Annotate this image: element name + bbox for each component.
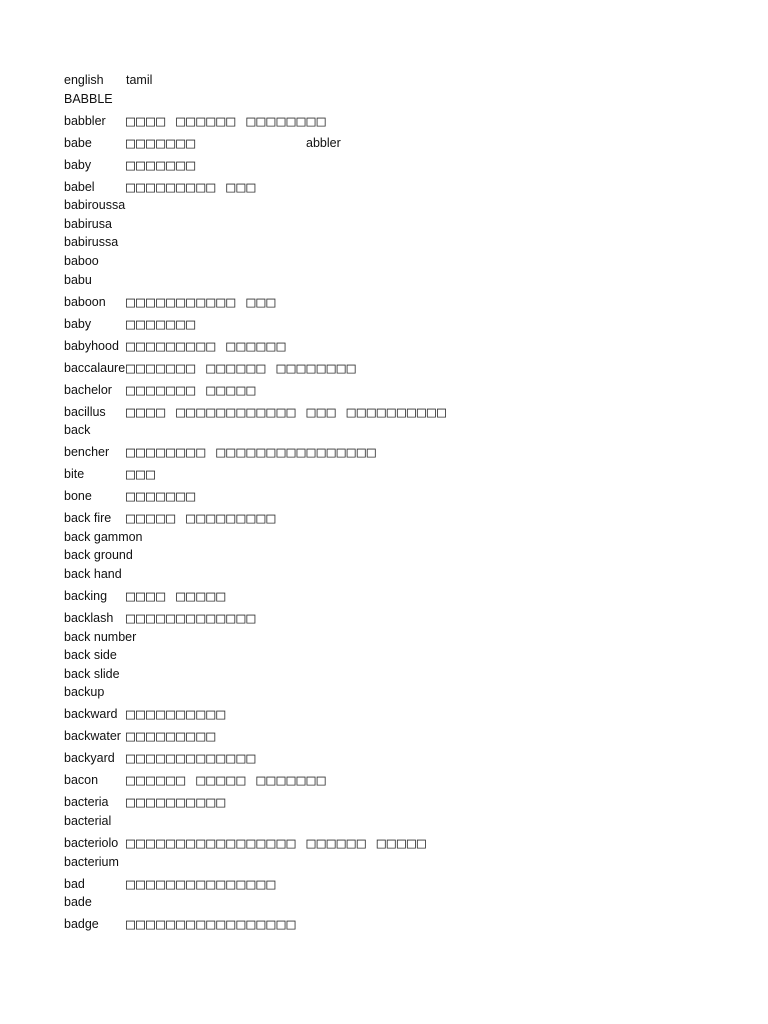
tamil-translation: □□□□□ □□□□□□□□□ bbox=[126, 509, 277, 528]
table-row bbox=[64, 89, 724, 108]
english-word: backwater bbox=[64, 729, 121, 744]
tamil-translation: □□□□□□□□□□□ □□□ bbox=[126, 292, 277, 311]
english-word: bad bbox=[64, 876, 85, 891]
tamil-translation: □□□□□□ □□□□□ □□□□□□□ bbox=[126, 771, 327, 790]
table-row bbox=[64, 830, 724, 852]
tamil-translation: □□□□□□□ bbox=[126, 155, 197, 174]
tamil-translation: □□□□□□□ bbox=[126, 314, 197, 333]
table-row bbox=[64, 421, 724, 440]
table-row bbox=[64, 174, 724, 196]
english-word: backlash bbox=[64, 610, 114, 625]
table-row bbox=[64, 108, 724, 130]
tamil-translation: □□□□□□□□□□□□□ bbox=[126, 608, 257, 627]
english-word: babirusa bbox=[64, 216, 112, 231]
table-row bbox=[64, 811, 724, 830]
table-row bbox=[64, 377, 724, 399]
tamil-translation: □□□□□□□□□□□□□ bbox=[126, 749, 257, 768]
english-word: bacterial bbox=[64, 813, 112, 828]
header-english: english bbox=[64, 73, 104, 87]
english-word: backward bbox=[64, 707, 118, 722]
table-row bbox=[64, 646, 724, 665]
table-row bbox=[64, 439, 724, 461]
english-word: baby bbox=[64, 316, 92, 331]
english-word: badge bbox=[64, 917, 99, 932]
tamil-translation: □□□□□□□□□ □□□ bbox=[126, 177, 257, 196]
tamil-translation: □□□□□□□□□□ bbox=[126, 793, 227, 812]
tamil-translation: □□□□□□□□□□□□□□□□□ bbox=[126, 915, 297, 934]
table-row bbox=[64, 583, 724, 605]
english-word: bone bbox=[64, 489, 92, 504]
word-list bbox=[64, 89, 724, 933]
tamil-translation: □□□□□□□□□ bbox=[126, 727, 217, 746]
spreadsheet-document bbox=[64, 70, 724, 933]
english-word: bachelor bbox=[64, 382, 112, 397]
english-word: back ground bbox=[64, 548, 133, 563]
english-word: back number bbox=[64, 629, 137, 644]
english-word: back fire bbox=[64, 511, 112, 526]
table-row bbox=[64, 251, 724, 270]
table-row bbox=[64, 130, 724, 152]
stray-cell-text: abbler bbox=[306, 135, 341, 150]
tamil-translation: □□□□ □□□□□□ □□□□□□□□ bbox=[126, 111, 327, 130]
english-word: bite bbox=[64, 467, 85, 482]
table-row bbox=[64, 605, 724, 627]
tamil-translation: □□□□□□□□□□ bbox=[126, 705, 227, 724]
table-row bbox=[64, 355, 724, 377]
english-word: back bbox=[64, 423, 91, 438]
table-row bbox=[64, 196, 724, 215]
english-word: backing bbox=[64, 588, 108, 603]
header-row bbox=[64, 70, 724, 89]
english-word: babe bbox=[64, 135, 92, 150]
table-row bbox=[64, 789, 724, 811]
table-row bbox=[64, 627, 724, 646]
english-word: back slide bbox=[64, 666, 120, 681]
english-word: babyhood bbox=[64, 338, 119, 353]
tamil-translation: □□□□□□□ bbox=[126, 133, 197, 152]
table-row bbox=[64, 214, 724, 233]
table-row bbox=[64, 745, 724, 767]
english-word: bade bbox=[64, 895, 92, 910]
table-row bbox=[64, 399, 724, 421]
table-row bbox=[64, 683, 724, 702]
table-row bbox=[64, 233, 724, 252]
english-word: bacteriolo bbox=[64, 835, 119, 850]
tamil-translation: □□□□□□□□ □□□□□□□□□□□□□□□□ bbox=[126, 443, 377, 462]
table-row bbox=[64, 546, 724, 565]
table-row bbox=[64, 311, 724, 333]
english-word: back hand bbox=[64, 566, 122, 581]
english-word: baboon bbox=[64, 294, 106, 309]
english-word: bacon bbox=[64, 773, 99, 788]
english-word: backyard bbox=[64, 751, 115, 766]
tamil-translation: □□□□□□□ □□□□□□ □□□□□□□□ bbox=[126, 358, 357, 377]
tamil-translation: □□□□□□□□□□□□□□□ bbox=[126, 874, 277, 893]
table-row bbox=[64, 152, 724, 174]
english-word: bacteria bbox=[64, 795, 109, 810]
table-row bbox=[64, 911, 724, 933]
table-row bbox=[64, 289, 724, 311]
table-row bbox=[64, 893, 724, 912]
table-row bbox=[64, 852, 724, 871]
table-row bbox=[64, 461, 724, 483]
table-row bbox=[64, 664, 724, 683]
table-row bbox=[64, 505, 724, 527]
english-word: babel bbox=[64, 179, 95, 194]
tamil-translation: □□□□ □□□□□ bbox=[126, 586, 227, 605]
english-word: back gammon bbox=[64, 529, 143, 544]
table-row bbox=[64, 270, 724, 289]
table-row bbox=[64, 767, 724, 789]
tamil-translation: □□□□□□□ bbox=[126, 487, 197, 506]
table-row bbox=[64, 871, 724, 893]
english-word: bacterium bbox=[64, 854, 119, 869]
english-word: backup bbox=[64, 685, 105, 700]
english-word: bacillus bbox=[64, 404, 106, 419]
english-word: BABBLE bbox=[64, 91, 113, 106]
english-word: babu bbox=[64, 272, 92, 287]
english-word: babbler bbox=[64, 113, 106, 128]
table-row bbox=[64, 723, 724, 745]
tamil-translation: □□□□□□□ □□□□□ bbox=[126, 380, 257, 399]
table-row bbox=[64, 527, 724, 546]
english-word: bencher bbox=[64, 445, 110, 460]
table-row bbox=[64, 333, 724, 355]
table-row bbox=[64, 701, 724, 723]
english-word: baby bbox=[64, 157, 92, 172]
table-row bbox=[64, 483, 724, 505]
english-word: baboo bbox=[64, 253, 99, 268]
tamil-translation: □□□□□□□□□ □□□□□□ bbox=[126, 336, 287, 355]
tamil-translation: □□□ bbox=[126, 465, 157, 484]
tamil-translation: □□□□□□□□□□□□□□□□□ □□□□□□ □□□□□ bbox=[126, 833, 427, 852]
english-word: back side bbox=[64, 648, 117, 663]
english-word: baccalaure bbox=[64, 360, 126, 375]
english-word: babiroussa bbox=[64, 198, 126, 213]
header-tamil: tamil bbox=[126, 73, 153, 87]
english-word: babirussa bbox=[64, 235, 119, 250]
table-row bbox=[64, 564, 724, 583]
tamil-translation: □□□□ □□□□□□□□□□□□ □□□ □□□□□□□□□□ bbox=[126, 402, 447, 421]
